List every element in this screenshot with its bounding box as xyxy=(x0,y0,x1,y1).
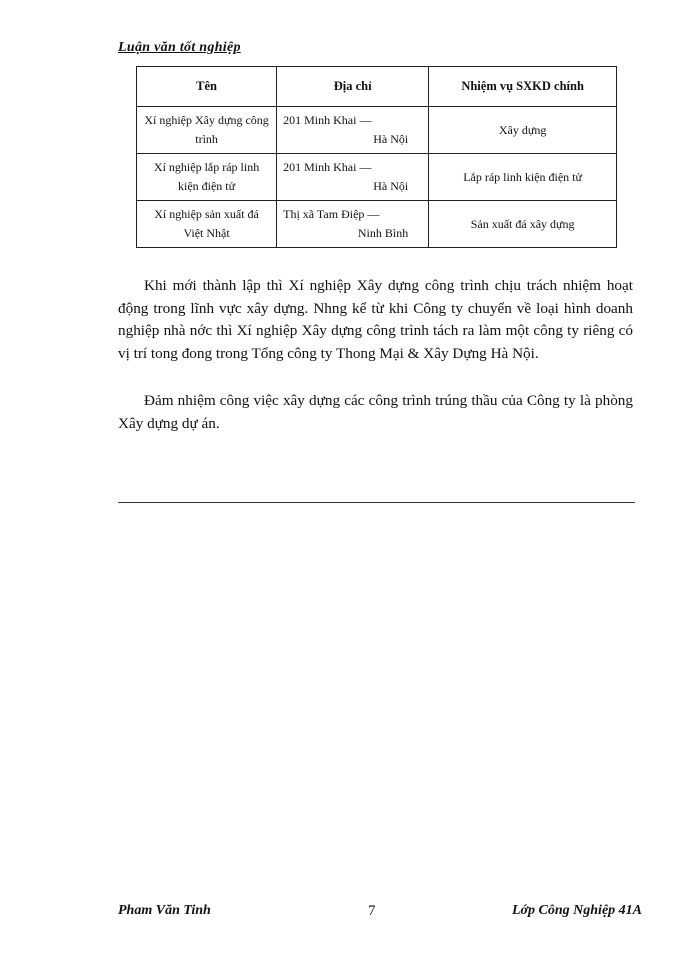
address-line-1: 201 Minh Khai — xyxy=(283,160,372,174)
horizontal-divider xyxy=(118,502,635,503)
body-paragraph: Khi mới thành lập thì Xí nghiệp Xây dựng công trình chịu trách nhiệm hoạt động trong lĩnh vực xây dựng. Nhng kể từ khi Công ty chuyển về loại hình doanh nghiệp nhà nớc thì Xí nghiệp Xây dựng công trình tách ra làm một công ty riêng có vị trí tong đong trong Tổng công ty Thong Mại & Xây Dựng Hà Nội. xyxy=(118,277,633,362)
affiliated-units-table xyxy=(136,66,617,248)
address-line-2: Ninh Bình xyxy=(357,226,409,240)
table-row xyxy=(137,201,617,248)
unit-name: Xí nghiệp sản xuất đá Việt Nhật xyxy=(137,201,277,248)
unit-task: Xây dựng xyxy=(429,107,617,154)
column-header-name: Tên xyxy=(137,67,277,107)
footer-class-label: Lớp Công Nghiệp 41A xyxy=(511,903,642,918)
address-line-2: Hà Nội xyxy=(373,179,409,193)
table-row xyxy=(137,154,617,201)
unit-address xyxy=(277,107,429,154)
page-number: 7 xyxy=(368,903,376,919)
address-line-1: Thị xã Tam Điệp — xyxy=(283,207,380,221)
table-header-row xyxy=(137,67,617,107)
unit-task: Lắp ráp linh kiện điện tử xyxy=(429,154,617,201)
footer-author: Pham Văn Tinh xyxy=(118,903,211,918)
column-header-task: Nhiệm vụ SXKD chính xyxy=(429,67,617,107)
column-header-address: Địa chỉ xyxy=(277,67,429,107)
unit-address xyxy=(277,154,429,201)
document-header: Luận văn tốt nghiệp xyxy=(118,40,241,55)
table-row xyxy=(137,107,617,154)
unit-address xyxy=(277,201,429,248)
unit-task: Sản xuất đá xây dựng xyxy=(429,201,617,248)
unit-name: Xí nghiệp lắp ráp linh kiện điện tử xyxy=(137,154,277,201)
address-line-2: Hà Nội xyxy=(373,132,409,146)
address-line-1: 201 Minh Khai — xyxy=(283,113,372,127)
body-paragraph: Đảm nhiệm công việc xây dựng các công trình trúng thầu của Công ty là phòng Xây dựng dự án. xyxy=(118,392,633,432)
unit-name: Xí nghiệp Xây dựng công trình xyxy=(137,107,277,154)
